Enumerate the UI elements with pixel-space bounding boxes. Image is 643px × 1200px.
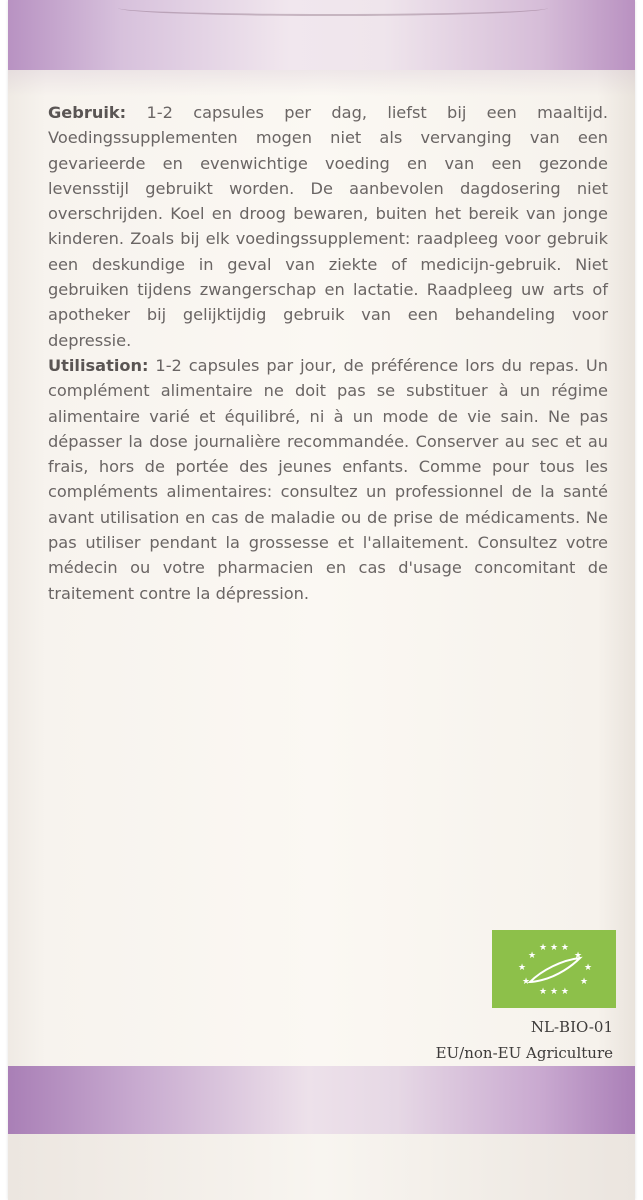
usage-fr-label: Utilisation: <box>48 355 149 375</box>
svg-text:★: ★ <box>521 977 531 987</box>
usage-fr-paragraph <box>48 353 608 606</box>
organic-code: NL-BIO-01 <box>530 1018 613 1036</box>
svg-text:★: ★ <box>579 977 589 987</box>
usage-nl-label: Gebruik: <box>48 103 127 122</box>
svg-text:★: ★ <box>583 963 593 973</box>
eu-organic-leaf-graphic <box>492 930 616 1008</box>
usage-text-block <box>48 100 608 606</box>
svg-text:★: ★ <box>517 963 527 973</box>
svg-text:★: ★ <box>527 951 537 961</box>
organic-origin: EU/non-EU Agriculture <box>435 1044 613 1062</box>
svg-text:★ ★ ★: ★ ★ ★ <box>539 987 569 997</box>
usage-fr-text: 1-2 capsules par jour, de préférence lors du repas. Un complément alimentaire ne doit pas se substituer à un régime alimentaire varié et équilibré, ni à un mode de vie sain. Ne pas dépasser la dose journalière recommandée. Conserver au sec et au frais, hors de portée des jeunes enfants. Comme pour tous les compléments alimentaires: consultez un professionnel de la santé avant utilisation en cas de maladie ou de prise de médicaments. Ne pas utiliser pendant la grossesse et l'allaitement. Consultez votre médecin ou votre pharmacien en cas d'usage concomitant de traitement contre la dépression. <box>48 355 608 603</box>
bottom-purple-band <box>8 1066 635 1134</box>
usage-nl-paragraph <box>48 100 608 353</box>
decorative-arc <box>118 0 548 16</box>
eu-organic-leaf-icon <box>492 930 616 1008</box>
svg-text:★: ★ <box>573 951 583 961</box>
bottom-flap <box>8 1134 635 1200</box>
svg-text:★ ★ ★: ★ ★ ★ <box>539 943 569 953</box>
band-shadow <box>8 70 635 96</box>
organic-certification <box>436 1014 613 1066</box>
usage-nl-text: 1-2 capsules per dag, liefst bij een maaltijd. Voedingssupplementen mogen niet als vervanging van een gevarieerde en evenwichtige voeding en van een gezonde levensstijl gebruikt worden. De aanbevolen dagdosering niet overschrijden. Koel en droog bewaren, buiten het bereik van jonge kinderen. Zoals bij elk voedingssupplement: raadpleeg voor gebruik een deskundige in geval van ziekte of medicijn-gebruik. Niet gebruiken tijdens zwangerschap en lactatie. Raadpleeg uw arts of apotheker bij gelijktijdig gebruik van een behandeling voor depressie. <box>48 103 608 350</box>
top-purple-band <box>8 0 635 70</box>
product-box-back <box>8 0 635 1200</box>
